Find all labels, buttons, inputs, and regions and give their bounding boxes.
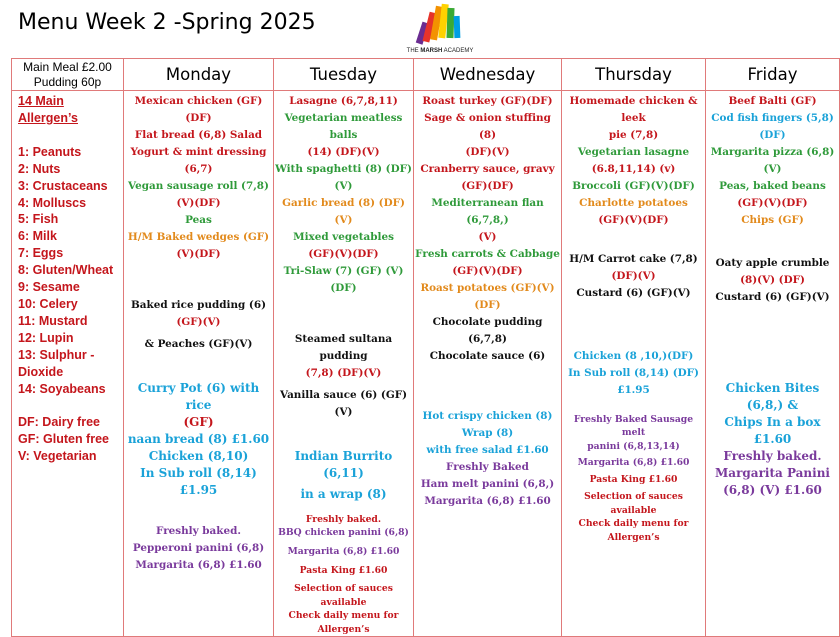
- menu-item: H/M Baked wedges (GF): [127, 231, 270, 243]
- menu-item: (DF)(V): [611, 270, 656, 283]
- menu-item: Oaty apple crumble: [715, 256, 830, 269]
- logo-caption-b: MARSH: [420, 48, 443, 54]
- menu-item: Wrap (8): [461, 426, 514, 439]
- allergen-item: 1: Peanuts: [18, 144, 82, 159]
- menu-item: Vegetarian lasagne: [577, 146, 690, 158]
- spacer: [562, 302, 705, 348]
- allergen-item: 11: Mustard: [18, 313, 88, 328]
- menu-item: BBQ chicken panini (6,8): [278, 527, 409, 539]
- menu-item: (8)(V) (DF): [740, 273, 805, 286]
- spacer: [124, 263, 273, 297]
- menu-item: panini (6,8,13,14): [587, 440, 680, 452]
- menu-item: Ham melt panini (6,8,): [420, 477, 555, 490]
- menu-item: (GF): [183, 415, 214, 430]
- menu-item: Chocolate sauce (6): [429, 350, 546, 362]
- menu-item: (V)(DF): [176, 197, 221, 209]
- menu-item: Selection of sauces available: [294, 583, 393, 608]
- menu-item: Tri-Slaw (7) (GF) (V)(DF): [283, 265, 404, 294]
- menu-item: Cranberry sauce, gravy: [420, 163, 555, 175]
- menu-item: Pasta King £1.60: [589, 474, 678, 486]
- menu-item: Hot crispy chicken (8): [422, 409, 553, 422]
- menu-item: Check daily menu for: [288, 610, 399, 622]
- friday-menu: [706, 91, 840, 637]
- day-header-wednesday: Wednesday: [414, 59, 562, 91]
- allergen-item: 13: Sulphur -: [18, 347, 95, 362]
- menu-item: Indian Burrito (6,11): [294, 449, 393, 481]
- diet-key-list: [18, 414, 123, 465]
- menu-item: (V)(DF): [176, 248, 221, 260]
- menu-item: (GF)(V): [176, 316, 221, 328]
- tuesday-menu: [274, 91, 414, 637]
- menu-row: [12, 91, 840, 637]
- menu-item: Peas, baked beans: [719, 180, 826, 192]
- pudding-price: Pudding 60p: [33, 74, 102, 89]
- spacer: [562, 399, 705, 413]
- menu-item: (GF)(V)(DF): [308, 248, 379, 260]
- menu-item: (6.8,11,14) (v): [591, 163, 676, 175]
- menu-item: (6,8) (V) £1.60: [723, 483, 822, 498]
- menu-item: Chicken Bites (6,8,) &: [725, 381, 820, 413]
- allergen-item: 2: Nuts: [18, 161, 61, 176]
- spacer: [274, 297, 413, 331]
- monday-menu: [124, 91, 274, 637]
- allergen-item: 5: Fish: [18, 212, 59, 227]
- thursday-menu: [562, 91, 706, 637]
- menu-item: & Peaches (GF)(V): [144, 338, 253, 351]
- allergen-list: [18, 144, 123, 398]
- menu-item: (V): [478, 231, 497, 243]
- menu-item: (GF)(DF): [461, 180, 514, 192]
- menu-item: Freshly baked.: [723, 449, 822, 464]
- allergen-item: 14: Soyabeans: [18, 381, 106, 396]
- menu-item: (GF)(V)(DF): [452, 265, 523, 277]
- menu-item: Freshly baked.: [156, 525, 241, 538]
- academy-logo: [395, 2, 485, 58]
- menu-item: Margarita (6,8) £1.60: [424, 494, 551, 507]
- spacer: [124, 499, 273, 523]
- menu-item: Baked rice pudding (6): [131, 299, 266, 311]
- spacer: [706, 229, 839, 255]
- menu-item: Custard (6) (GF)(V): [715, 290, 830, 303]
- menu-item: (7,8) (DF)(V): [305, 367, 382, 379]
- spacer: [414, 365, 561, 408]
- menu-item: Vegan sausage roll (7,8): [128, 180, 269, 192]
- menu-item: Curry Pot (6) with rice: [137, 381, 260, 413]
- menu-item: Chicken (8,10): [148, 449, 249, 464]
- menu-item: Pasta King £1.60: [299, 564, 388, 576]
- menu-item: with free salad £1.60: [426, 443, 549, 456]
- menu-item: Margarita pizza (6,8) (V): [710, 146, 835, 175]
- menu-item: Garlic bread (8) (DF)(V): [282, 197, 405, 226]
- menu-item: Chocolate pudding (6,7,8): [432, 316, 543, 345]
- logo-caption-c: ACADEMY: [442, 48, 474, 54]
- menu-item: Allergen’s: [317, 623, 370, 635]
- menu-item: (DF)(V): [465, 146, 510, 158]
- day-header-monday: Monday: [124, 59, 274, 91]
- diet-key-item: GF: Gluten free: [18, 432, 109, 447]
- academy-logo-icon: [395, 2, 485, 48]
- spacer: [124, 353, 273, 380]
- menu-item: Lasagne (6,7,8,11): [289, 95, 398, 107]
- wednesday-menu: [414, 91, 562, 637]
- menu-item: Selection of sauces available: [584, 491, 683, 516]
- day-header-friday: Friday: [706, 59, 840, 91]
- menu-item: (14) (DF)(V): [307, 146, 380, 158]
- allergen-item: 10: Celery: [18, 296, 78, 311]
- menu-item: Vegetarian meatless balls: [284, 112, 403, 141]
- menu-item: Margarita Panini: [715, 466, 830, 481]
- menu-item: Roast potatoes (GF)(V)(DF): [420, 282, 555, 311]
- allergen-item: 4: Molluscs: [18, 195, 87, 210]
- menu-item: With spaghetti (8) (DF)(V): [275, 163, 412, 192]
- menu-item: Chicken (8 ,10,)(DF): [573, 349, 694, 362]
- allergen-item: 6: Milk: [18, 229, 57, 244]
- menu-item: Mixed vegetables: [293, 231, 394, 243]
- allergen-heading: 14 Main Allergen’s: [18, 94, 78, 125]
- menu-item: H/M Carrot cake (7,8): [569, 253, 698, 266]
- day-header-tuesday: Tuesday: [274, 59, 414, 91]
- main-meal-price: Main Meal £2.00: [23, 59, 112, 74]
- logo-caption: [395, 48, 485, 54]
- menu-item: Beef Balti (GF): [728, 95, 817, 107]
- menu-item: Vanilla sauce (6) (GF)(V): [279, 389, 408, 419]
- menu-item: Custard (6) (GF)(V): [576, 287, 691, 300]
- diet-key-item: V: Vegetarian: [18, 449, 97, 464]
- menu-item: Freshly Baked: [446, 460, 529, 473]
- allergen-item: 9: Sesame: [18, 280, 80, 295]
- menu-item: pie (7,8): [608, 129, 659, 141]
- allergen-item: Dioxide: [18, 364, 64, 379]
- allergen-key: [12, 91, 124, 637]
- spacer: [706, 306, 839, 381]
- menu-table: [11, 58, 840, 637]
- menu-item: Broccoli (GF)(V)(DF): [572, 180, 695, 192]
- menu-item: Steamed sultana pudding: [294, 333, 393, 362]
- diet-key-item: DF: Dairy free: [18, 415, 100, 430]
- menu-item: Charlotte potatoes: [579, 197, 688, 209]
- menu-item: naan bread (8) £1.60: [127, 432, 270, 447]
- menu-item: Roast turkey (GF)(DF): [422, 95, 553, 107]
- menu-item: Allergen’s: [607, 531, 660, 543]
- menu-item: In Sub roll (8,14) £1.95: [140, 466, 257, 498]
- menu-item: Margarita (6,8) £1.60: [577, 457, 690, 469]
- menu-item: Margarita (6,8) £1.60: [135, 559, 262, 572]
- menu-item: Mediterranean flan (6,7,8,): [431, 197, 544, 226]
- menu-item: Freshly Baked Sausage melt: [573, 413, 694, 439]
- spacer: [274, 503, 413, 513]
- menu-item: Chips In a box £1.60: [724, 415, 821, 447]
- spacer: [562, 229, 705, 251]
- menu-item: Homemade chicken & leek: [569, 95, 698, 124]
- spacer: [18, 397, 123, 414]
- allergen-item: 3: Crustaceans: [18, 178, 108, 193]
- menu-item: Sage & onion stuffing (8): [424, 112, 551, 141]
- menu-item: Peas: [185, 214, 212, 226]
- header-row: [12, 59, 840, 91]
- menu-item: £1.95: [617, 383, 650, 396]
- logo-caption-a: THE: [406, 48, 421, 54]
- menu-item: Cod fish fingers (5,8)(DF): [711, 112, 834, 141]
- menu-item: Freshly baked.: [305, 513, 382, 525]
- menu-item: Fresh carrots & Cabbage: [415, 248, 560, 260]
- price-cell: [12, 59, 124, 91]
- menu-item: (GF)(V)(DF): [737, 197, 808, 209]
- menu-item: Check daily menu for: [578, 518, 689, 530]
- menu-item: Margarita (6,8) £1.60: [287, 545, 400, 557]
- menu-item: Pepperoni panini (6,8): [132, 542, 265, 555]
- menu-item: Mexican chicken (GF) (DF): [134, 95, 263, 124]
- menu-item: (GF)(V)(DF): [598, 214, 669, 226]
- spacer: [274, 421, 413, 448]
- menu-item: Chips (GF): [741, 214, 804, 226]
- allergen-item: 8: Gluten/Wheat: [18, 263, 114, 278]
- menu-title: Menu Week 2 -Spring 2025: [18, 10, 316, 35]
- spacer: [18, 127, 123, 144]
- menu-item: In Sub roll (8,14) (DF): [568, 366, 699, 379]
- day-header-thursday: Thursday: [562, 59, 706, 91]
- menu-item: Yogurt & mint dressing (6,7): [130, 146, 267, 175]
- allergen-item: 12: Lupin: [18, 330, 74, 345]
- allergen-item: 7: Eggs: [18, 246, 64, 261]
- menu-item: in a wrap (8): [300, 486, 387, 501]
- menu-item: Flat bread (6,8) Salad: [134, 129, 263, 141]
